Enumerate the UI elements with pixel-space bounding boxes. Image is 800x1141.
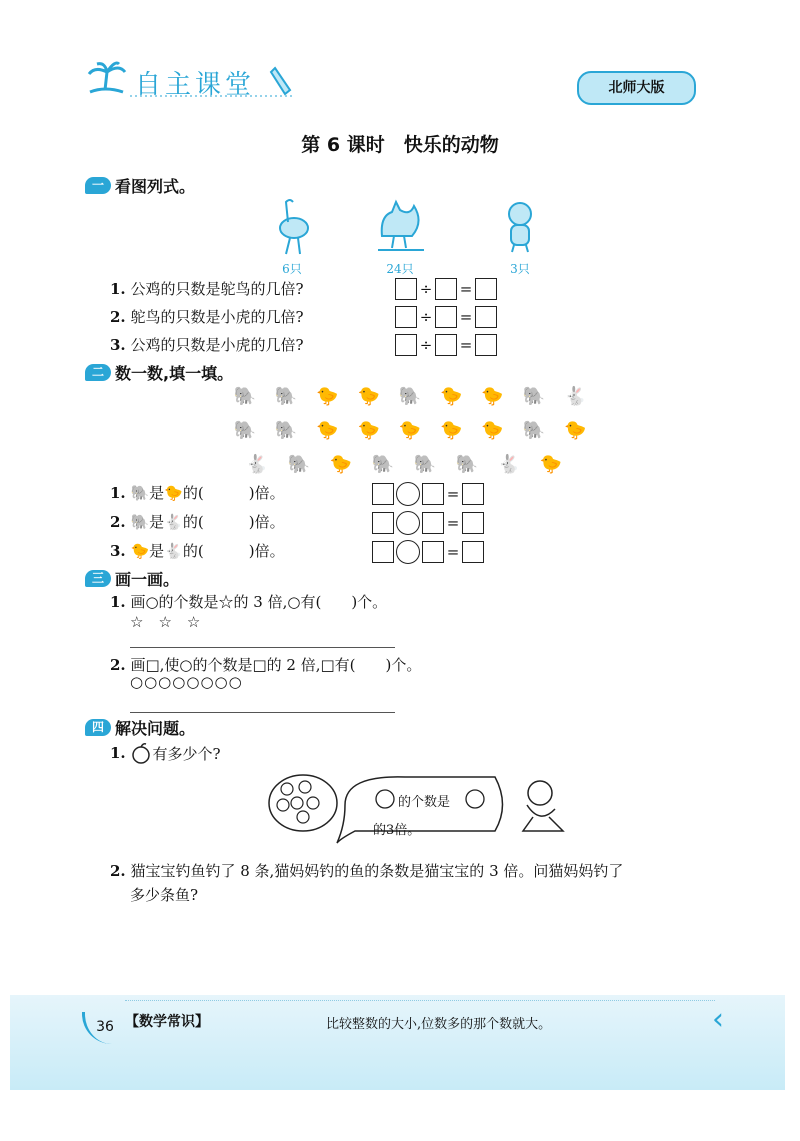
drawing-line[interactable] xyxy=(130,712,395,713)
rabbit-icon: 🐇 xyxy=(164,542,183,560)
question-row xyxy=(110,482,530,511)
section-badge: 三 xyxy=(85,570,111,587)
section-3-heading xyxy=(85,567,179,589)
question-row xyxy=(110,306,510,334)
animal-grid xyxy=(230,386,590,484)
elephant-icon: 🐘 xyxy=(398,386,422,407)
section-2-heading xyxy=(85,361,233,383)
elephant-icon: 🐘 xyxy=(287,454,311,475)
answer-box[interactable] xyxy=(422,512,444,534)
rooster-count: 24只 xyxy=(386,262,414,276)
question-text: 3. 🐤是🐇的( )倍。 xyxy=(110,542,285,560)
question-row xyxy=(110,334,510,362)
answer-box[interactable] xyxy=(435,278,457,300)
chick-icon: 🐤 xyxy=(130,542,150,560)
answer-box[interactable] xyxy=(462,512,484,534)
animal-row xyxy=(242,454,590,484)
section-title: 画一画。 xyxy=(115,569,180,589)
answer-box[interactable] xyxy=(475,334,497,356)
ostrich-icon xyxy=(262,196,322,256)
rabbit-icon: 🐇 xyxy=(497,454,521,475)
equals-sign: = xyxy=(459,336,473,354)
footer-band xyxy=(10,995,785,1090)
circles-figure: ○○○○○○○○ xyxy=(130,673,243,691)
elephant-icon: 🐘 xyxy=(274,386,298,407)
section-title: 解决问题。 xyxy=(115,718,196,738)
answer-box[interactable] xyxy=(422,541,444,563)
draw-question-1: 1. 画○的个数是☆的 3 倍,○有( )个。 xyxy=(110,593,388,611)
chick-icon: 🐤 xyxy=(329,454,353,475)
rooster-icon xyxy=(370,196,430,256)
question-row xyxy=(110,540,530,569)
elephant-icon: 🐘 xyxy=(522,386,546,407)
lesson-title: 第 6 课时 快乐的动物 xyxy=(301,134,499,156)
chick-icon: 🐤 xyxy=(357,420,380,441)
answer-equation xyxy=(395,306,497,328)
edition-badge: 北师大版 xyxy=(577,71,696,105)
animal-row xyxy=(230,420,590,450)
question-row xyxy=(110,278,510,306)
elephant-icon: 🐘 xyxy=(371,454,395,475)
elephant-icon: 🐘 xyxy=(233,386,256,407)
section-badge: 一 xyxy=(85,177,111,194)
stars-figure: ☆ ☆ ☆ xyxy=(130,613,201,631)
chick-icon: 🐤 xyxy=(398,420,422,441)
answer-box[interactable] xyxy=(462,483,484,505)
chick-icon: 🐤 xyxy=(481,420,504,441)
answer-box[interactable] xyxy=(395,306,417,328)
rabbit-icon: 🐇 xyxy=(245,454,269,475)
ostrich-group xyxy=(262,196,322,277)
answer-equation xyxy=(372,511,484,535)
elephant-icon: 🐘 xyxy=(274,420,298,441)
section-badge: 四 xyxy=(85,719,111,736)
chick-icon: 🐤 xyxy=(316,386,339,407)
ostrich-count: 6只 xyxy=(282,262,302,276)
equals-sign: = xyxy=(446,485,460,503)
question-text: 3. 公鸡的只数是小虎的几倍? xyxy=(110,336,304,354)
bubble-text-1: 的个数是 xyxy=(398,795,451,810)
tiger-group xyxy=(490,196,550,277)
answer-equation xyxy=(395,334,497,356)
drawing-line[interactable] xyxy=(130,647,395,648)
tiger-count: 3只 xyxy=(510,262,530,276)
answer-box[interactable] xyxy=(475,278,497,300)
chick-icon: 🐤 xyxy=(539,454,563,475)
chick-icon: 🐤 xyxy=(564,420,587,441)
chevron-left-icon: ‹ xyxy=(712,1002,724,1037)
apple-illustration xyxy=(265,765,575,845)
answer-box[interactable] xyxy=(435,334,457,356)
equals-sign: = xyxy=(459,280,473,298)
question-text: 2. 鸵鸟的只数是小虎的几倍? xyxy=(110,308,304,326)
section-1-heading xyxy=(85,174,195,196)
draw-question-2: 2. 画□,使○的个数是□的 2 倍,□有( )个。 xyxy=(110,656,422,674)
answer-box[interactable] xyxy=(475,306,497,328)
answer-equation xyxy=(395,278,497,300)
rabbit-icon: 🐇 xyxy=(564,386,587,407)
chick-icon: 🐤 xyxy=(440,386,463,407)
divide-sign: ÷ xyxy=(419,336,433,354)
answer-box[interactable] xyxy=(435,306,457,328)
elephant-icon: 🐘 xyxy=(130,484,150,502)
question-text: 1. 公鸡的只数是鸵鸟的几倍? xyxy=(110,280,304,298)
section-badge: 二 xyxy=(85,364,111,381)
tip-label: 【数学常识】 xyxy=(125,1014,209,1030)
rabbit-icon: 🐇 xyxy=(164,513,183,531)
problem-1: 1. 有多少个? xyxy=(110,744,221,763)
tip-text: 比较整数的大小,位数多的那个数就大。 xyxy=(326,1017,552,1032)
problem-2-line-2: 多少条鱼? xyxy=(130,886,199,904)
section-1-questions xyxy=(110,278,510,362)
chick-icon: 🐤 xyxy=(357,386,380,407)
problem-2: 2. 猫宝宝钓鱼钓了 8 条,猫妈妈钓的鱼的条数是猫宝宝的 3 倍。问猫妈妈钓了 xyxy=(110,862,624,880)
answer-box[interactable] xyxy=(395,334,417,356)
chick-icon: 🐤 xyxy=(316,420,339,441)
answer-equation xyxy=(372,482,484,506)
section-2-questions xyxy=(110,482,530,569)
elephant-icon: 🐘 xyxy=(522,420,546,441)
section-4-heading xyxy=(85,716,195,738)
rooster-group xyxy=(370,196,430,277)
chick-icon: 🐤 xyxy=(481,386,504,407)
divide-sign: ÷ xyxy=(419,308,433,326)
elephant-icon: 🐘 xyxy=(413,454,437,475)
answer-equation xyxy=(372,540,484,564)
divide-sign: ÷ xyxy=(419,280,433,298)
elephant-icon: 🐘 xyxy=(130,513,150,531)
elephant-icon: 🐘 xyxy=(233,420,256,441)
answer-box[interactable] xyxy=(462,541,484,563)
chick-icon: 🐤 xyxy=(164,484,183,502)
apple-icon xyxy=(130,742,152,764)
operator-circle[interactable] xyxy=(396,482,420,506)
chick-icon: 🐤 xyxy=(440,420,463,441)
bubble-text-2: 的3倍。 xyxy=(373,823,421,838)
answer-box[interactable] xyxy=(372,541,394,563)
equals-sign: = xyxy=(459,308,473,326)
brand-title: 自主课堂 xyxy=(135,70,256,100)
page-number: 36 xyxy=(82,1012,125,1044)
animal-row xyxy=(230,386,590,416)
footer-divider xyxy=(125,1000,715,1001)
animal-pictures xyxy=(262,196,562,276)
answer-box[interactable] xyxy=(422,483,444,505)
elephant-icon: 🐘 xyxy=(455,454,479,475)
question-text: 1. 🐘是🐤的( )倍。 xyxy=(110,484,285,502)
operator-circle[interactable] xyxy=(396,540,420,564)
question-text: 2. 🐘是🐇的( )倍。 xyxy=(110,513,285,531)
answer-box[interactable] xyxy=(372,512,394,534)
question-row xyxy=(110,511,530,540)
answer-box[interactable] xyxy=(372,483,394,505)
section-title: 看图列式。 xyxy=(115,176,196,196)
tiger-icon xyxy=(490,196,550,256)
equals-sign: = xyxy=(446,543,460,561)
answer-box[interactable] xyxy=(395,278,417,300)
equals-sign: = xyxy=(446,514,460,532)
operator-circle[interactable] xyxy=(396,511,420,535)
section-title: 数一数,填一填。 xyxy=(115,363,234,383)
